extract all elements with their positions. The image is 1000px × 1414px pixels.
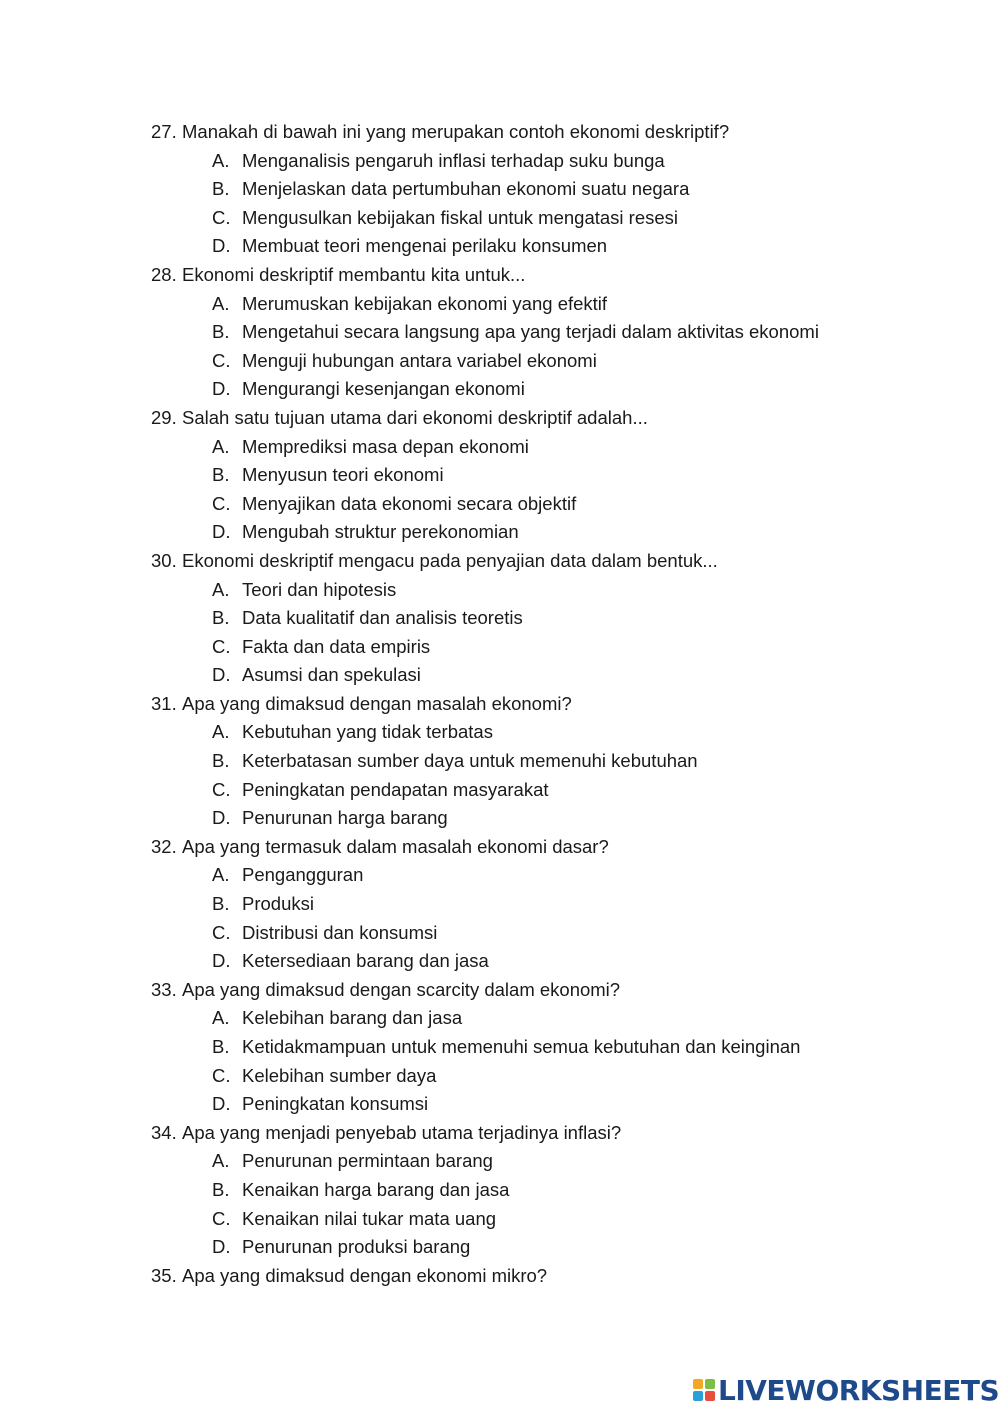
option-text: Ketersediaan barang dan jasa: [242, 950, 489, 972]
answer-option[interactable]: [151, 204, 911, 233]
option-text: Pengangguran: [242, 864, 364, 886]
question-number: 29.: [151, 406, 177, 428]
option-letter: D.: [212, 235, 231, 257]
option-letter: A.: [212, 1007, 230, 1029]
answer-option[interactable]: [151, 919, 911, 948]
option-text: Mengetahui secara langsung apa yang terjadi dalam aktivitas ekonomi: [242, 321, 819, 343]
answer-option[interactable]: [151, 1033, 911, 1062]
question-item: [151, 404, 911, 547]
answer-option[interactable]: [151, 1004, 911, 1033]
answer-option[interactable]: [151, 861, 911, 890]
option-text: Kenaikan harga barang dan jasa: [242, 1178, 510, 1200]
answer-option[interactable]: [151, 375, 911, 404]
question-number: 28.: [151, 263, 177, 285]
answer-option[interactable]: [151, 461, 911, 490]
option-letter: B.: [212, 893, 230, 915]
question-text: Ekonomi deskriptif mengacu pada penyajian data dalam bentuk...: [182, 549, 718, 571]
question-line: [151, 404, 911, 433]
option-text: Ketidakmampuan untuk memenuhi semua kebutuhan dan keinginan: [242, 1036, 801, 1057]
question-item: [151, 261, 911, 404]
option-text: Mengurangi kesenjangan ekonomi: [242, 378, 525, 400]
option-letter: C.: [212, 1207, 231, 1229]
liveworksheets-logo[interactable]: [693, 1373, 999, 1407]
question-text: Apa yang dimaksud dengan masalah ekonomi?: [182, 692, 572, 714]
logo-tile: [693, 1379, 703, 1389]
answer-option[interactable]: [151, 433, 911, 462]
option-text: Menjelaskan data pertumbuhan ekonomi suatu negara: [242, 178, 690, 200]
logo-tile: [693, 1391, 703, 1401]
option-letter: C.: [212, 635, 231, 657]
answer-option[interactable]: [151, 633, 911, 662]
question-number: 31.: [151, 692, 177, 714]
question-item: [151, 1119, 911, 1262]
answer-option[interactable]: [151, 290, 911, 319]
question-item: [151, 547, 911, 690]
option-letter: D.: [212, 950, 231, 972]
option-letter: C.: [212, 921, 231, 943]
option-letter: B.: [212, 178, 230, 200]
option-text: Kebutuhan yang tidak terbatas: [242, 721, 493, 743]
answer-option[interactable]: [151, 576, 911, 605]
option-text: Memprediksi masa depan ekonomi: [242, 435, 529, 457]
option-letter: B.: [212, 1178, 230, 1200]
option-letter: A.: [212, 1150, 230, 1172]
option-letter: A.: [212, 721, 230, 743]
option-text: Produksi: [242, 893, 314, 915]
liveworksheets-logo-icon: [693, 1379, 715, 1401]
question-item: [151, 118, 911, 261]
question-number: 34.: [151, 1121, 177, 1143]
option-text: Merumuskan kebijakan ekonomi yang efektif: [242, 292, 608, 314]
option-letter: D.: [212, 807, 231, 829]
logo-text: LIVEWORKSHEETS: [718, 1373, 1000, 1407]
answer-option[interactable]: [151, 890, 911, 919]
question-text: Ekonomi deskriptif membantu kita untuk...: [182, 263, 526, 285]
question-number: 32.: [151, 835, 177, 857]
question-text: Apa yang dimaksud dengan scarcity dalam ekonomi?: [182, 978, 621, 1000]
option-text: Keterbatasan sumber daya untuk memenuhi kebutuhan: [242, 750, 698, 772]
option-letter: C.: [212, 349, 231, 371]
answer-option[interactable]: [151, 947, 911, 976]
question-line: [151, 833, 911, 862]
option-text: Kelebihan barang dan jasa: [242, 1007, 463, 1029]
option-text: Teori dan hipotesis: [242, 578, 397, 600]
question-number: 30.: [151, 549, 177, 571]
answer-option[interactable]: [151, 232, 911, 261]
option-text: Kelebihan sumber daya: [242, 1064, 437, 1086]
answer-option[interactable]: [151, 175, 911, 204]
question-text: Apa yang dimaksud dengan ekonomi mikro?: [182, 1264, 548, 1286]
option-text: Peningkatan konsumsi: [242, 1093, 429, 1115]
option-text: Penurunan produksi barang: [242, 1236, 471, 1258]
answer-option[interactable]: [151, 661, 911, 690]
option-letter: A.: [212, 292, 230, 314]
question-number: 35.: [151, 1264, 177, 1286]
option-text: Menyajikan data ekonomi secara objektif: [242, 492, 577, 514]
answer-option[interactable]: [151, 1233, 911, 1262]
option-text: Menganalisis pengaruh inflasi terhadap suku bunga: [242, 149, 665, 171]
option-letter: C.: [212, 206, 231, 228]
option-letter: A.: [212, 864, 230, 886]
question-item: [151, 976, 911, 1119]
option-letter: D.: [212, 378, 231, 400]
answer-option[interactable]: [151, 518, 911, 547]
option-text: Kenaikan nilai tukar mata uang: [242, 1207, 497, 1229]
option-letter: A.: [212, 435, 230, 457]
option-letter: C.: [212, 492, 231, 514]
answer-option[interactable]: [151, 604, 911, 633]
answer-option[interactable]: [151, 490, 911, 519]
question-text: Salah satu tujuan utama dari ekonomi deskriptif adalah...: [182, 406, 648, 428]
option-text: Mengusulkan kebijakan fiskal untuk mengatasi resesi: [242, 206, 679, 228]
option-text: Distribusi dan konsumsi: [242, 921, 438, 943]
option-letter: D.: [212, 1093, 231, 1115]
option-letter: A.: [212, 578, 230, 600]
answer-option[interactable]: [151, 747, 911, 776]
question-line: [151, 118, 911, 147]
answer-option[interactable]: [151, 1090, 911, 1119]
option-text: Fakta dan data empiris: [242, 635, 431, 657]
question-line: [151, 1262, 911, 1291]
question-text: Apa yang menjadi penyebab utama terjadinya inflasi?: [182, 1121, 622, 1143]
question-item: [151, 1262, 911, 1291]
answer-option[interactable]: [151, 804, 911, 833]
question-line: [151, 547, 911, 576]
option-letter: B.: [212, 464, 230, 486]
option-letter: B.: [212, 321, 230, 343]
option-text: Asumsi dan spekulasi: [242, 664, 421, 686]
option-letter: A.: [212, 149, 230, 171]
question-line: [151, 261, 911, 290]
logo-tile: [705, 1379, 715, 1389]
option-text: Menguji hubungan antara variabel ekonomi: [242, 349, 597, 371]
question-line: [151, 690, 911, 719]
question-list: [151, 118, 911, 1290]
question-number: 33.: [151, 978, 177, 1000]
answer-option[interactable]: [151, 718, 911, 747]
question-item: [151, 690, 911, 833]
option-text: Data kualitatif dan analisis teoretis: [242, 607, 523, 629]
answer-option[interactable]: [151, 1205, 911, 1234]
question-line: [151, 976, 911, 1005]
option-letter: C.: [212, 778, 231, 800]
logo-tile: [705, 1391, 715, 1401]
option-text: Penurunan harga barang: [242, 807, 448, 829]
question-number: 27.: [151, 121, 177, 142]
option-letter: B.: [212, 750, 230, 772]
answer-option[interactable]: [151, 1147, 911, 1176]
question-line: [151, 1119, 911, 1148]
option-text: Peningkatan pendapatan masyarakat: [242, 778, 549, 800]
answer-option[interactable]: [151, 347, 911, 376]
answer-option[interactable]: [151, 318, 911, 347]
option-text: Penurunan permintaan barang: [242, 1150, 493, 1172]
question-text: Manakah di bawah ini yang merupakan contoh ekonomi deskriptif?: [182, 121, 730, 142]
question-item: [151, 833, 911, 976]
option-text: Mengubah struktur perekonomian: [242, 521, 519, 543]
option-letter: C.: [212, 1064, 231, 1086]
option-letter: B.: [212, 1036, 230, 1057]
option-text: Membuat teori mengenai perilaku konsumen: [242, 235, 608, 257]
option-letter: D.: [212, 521, 231, 543]
option-letter: D.: [212, 1236, 231, 1258]
answer-option[interactable]: [151, 776, 911, 805]
option-letter: B.: [212, 607, 230, 629]
option-text: Menyusun teori ekonomi: [242, 464, 444, 486]
answer-option[interactable]: [151, 1176, 911, 1205]
question-text: Apa yang termasuk dalam masalah ekonomi dasar?: [182, 835, 609, 857]
answer-option[interactable]: [151, 147, 911, 176]
option-letter: D.: [212, 664, 231, 686]
answer-option[interactable]: [151, 1062, 911, 1091]
